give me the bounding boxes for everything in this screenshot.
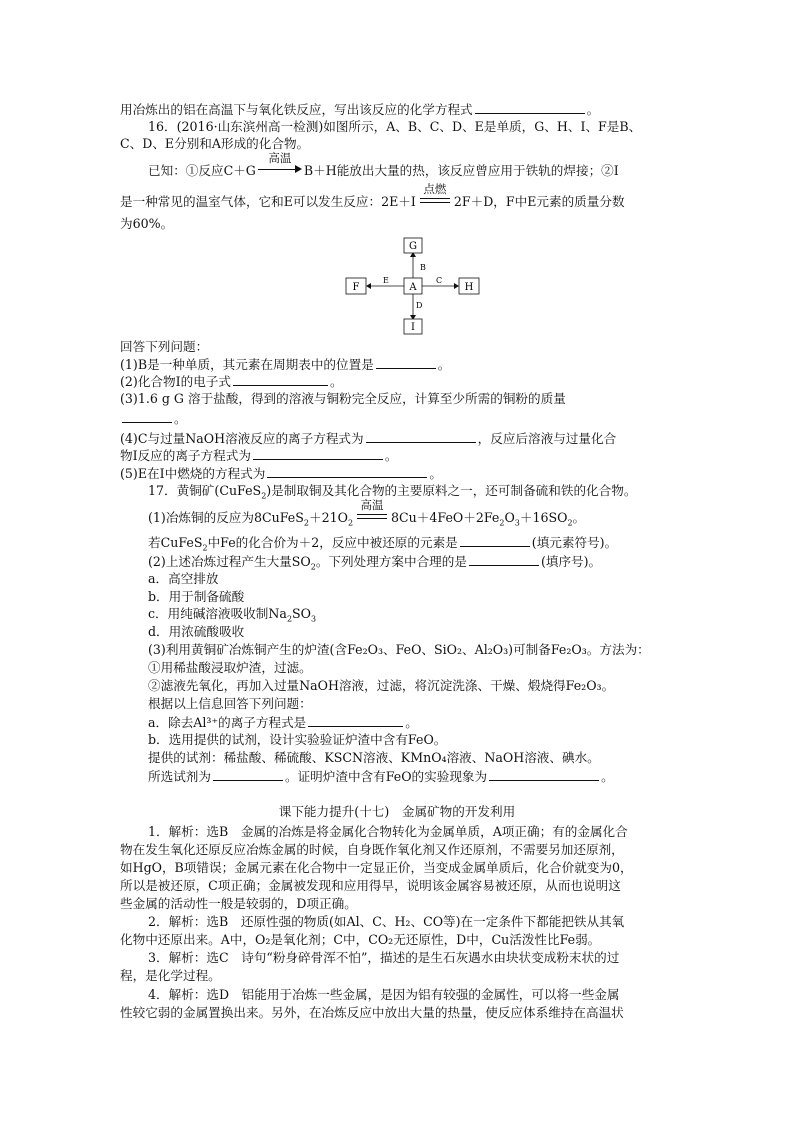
label-c: C <box>436 276 443 285</box>
answer-blank <box>475 101 585 114</box>
answer-blank <box>460 534 530 547</box>
sub-question-3: (3)利用黄铜矿冶炼铜产生的炉渣(含Fe₂O₃、FeO、SiO₂、Al₂O₃)可制备Fe₂O₃。方法为： <box>148 642 650 657</box>
text-line: 所选试剂为 。证明炉渣中含有FeO的实验现象为 。 <box>148 769 614 784</box>
text-line: 物在发生氧化还原反应冶炼金属的时候，自身既作氧化剂又作还原剂，不需要另加还原剂， <box>120 842 624 857</box>
text-line: 是一种常见的温室气体，它和E可以发生反应：2E＋I 点燃 2F＋D，F中E元素的质量分数 <box>120 182 625 209</box>
question-17: 17．黄铜矿(CuFeS$_2$)是制取铜及其化合物的主要原料之一，还可制备硫和铁的化合物。 <box>148 483 637 501</box>
reaction-equals: 高温 <box>357 510 387 522</box>
known-conditions: 已知：①反应C＋G 高温 B＋H能放出大量的热，该反应曾应用于铁轨的焊接；②I <box>148 151 619 178</box>
answer-blank <box>469 553 539 566</box>
question-16: 16．(2016·山东滨州高一检测)如图所示，A、B、C、D、E是单质，G、H、I、F是B、 <box>148 119 642 134</box>
answer-blank <box>267 465 427 478</box>
sub-question-1: (1)B是一种单质，其元素在周期表中的位置是 。 <box>120 357 451 372</box>
label-d: D <box>416 301 423 310</box>
solution-3: 3．解析：选C 诗句“粉身碎骨浑不怕”，描述的是生石灰遇水由块状变成粉末状的过 <box>148 950 620 965</box>
solution-2: 2．解析：选B 还原性强的物质(如Al、C、H₂、CO等)在一定条件下都能把铁从其氧 <box>148 914 625 929</box>
sub-question-4: (4)C与过量NaOH溶液反应的离子方程式为 ，反应后溶液与过量化合 <box>120 431 617 446</box>
diagram-arrow-up <box>410 252 416 278</box>
reaction-equals: 点燃 <box>420 194 450 206</box>
sub-question-5: (5)E在I中燃烧的方程式为 。 <box>120 466 442 481</box>
text-line: 些金属的活动性一般是较弱的，D项正确。 <box>120 896 357 911</box>
text-line: 用冶炼出的铝在高温下与氧化铁反应，写出该反应的化学方程式 。 <box>120 102 600 117</box>
answer-blank <box>366 430 476 443</box>
answer-blank <box>122 410 172 423</box>
node-i: I <box>411 322 415 333</box>
sub-item-a: a．除去Al³⁺的离子方程式是 。 <box>148 715 418 730</box>
text-line: 若CuFeS$_2$中Fe的化合价为＋2，反应中被还原的元素是 (填元素符号)。 <box>148 535 618 553</box>
text-line: (2)上述冶炼过程产生大量$SO_2$。下列处理方案中合理的是 (填序号)。 <box>148 554 602 572</box>
text-line: 。 <box>120 410 187 427</box>
text-line: 所以是被还原，C项正确；金属被发现和应用得早，说明该金属容易被还原，从而也说明这 <box>120 878 621 893</box>
node-a: A <box>409 282 417 293</box>
answer-blank <box>253 447 383 460</box>
text-line: 为60%。 <box>120 216 174 231</box>
section-title: 课下能力提升(十七) 金属矿物的开发利用 <box>278 804 516 819</box>
sub-question-3: (3)1.6 g G 溶于盐酸，得到的溶液与铜粉完全反应，计算至少所需的铜粉的质量 <box>120 391 566 406</box>
text-line: 回答下列问题： <box>120 339 209 354</box>
option-b: b．用于制备硫酸 <box>148 589 245 604</box>
answer-blank <box>376 356 436 369</box>
text-line: 物I反应的离子方程式为 。 <box>120 448 398 463</box>
text-line: 根据以上信息回答下列问题： <box>148 696 312 711</box>
text-line: 如HgO，B项错误；金属元素在化合物中一定显正价，当变成金属单质后，化合价就变为0， <box>120 860 633 875</box>
answer-blank <box>489 768 599 781</box>
sub-question-2: (2)化合物I的电子式 。 <box>120 374 343 389</box>
text-line: 化物中还原出来。A中，O₂是氧化剂；C中，CO₂无还原性，D中，Cu活泼性比Fe弱。 <box>120 932 601 947</box>
option-d: d．用浓硫酸吸收 <box>148 624 245 639</box>
solution-1: 1．解析：选B 金属的冶炼是将金属化合物转化为金属单质，A项正确；有的金属化合 <box>148 824 628 839</box>
node-h: H <box>464 282 474 293</box>
reaction-equation: (1)冶炼铜的反应为$8CuFeS_2+21O_2$ 高温 $8Cu+4FeO+2Fe_2O_3+16SO_2$。 <box>148 498 586 528</box>
answer-blank <box>233 373 328 386</box>
step-2: ②滤液先氧化，再加入过量NaOH溶液，过滤，将沉淀洗涤、干燥、煅烧得Fe₂O₃。 <box>148 678 615 693</box>
solution-4: 4．解析：选D 铝能用于冶炼一些金属，是因为铝有较强的金属性，可以将一些金属 <box>148 987 620 1002</box>
node-g: G <box>409 241 417 252</box>
text-line: 程，是化学过程。 <box>120 968 221 983</box>
answer-blank <box>213 768 283 781</box>
label-b: B <box>420 263 426 272</box>
reaction-arrow: 高温 <box>258 163 302 175</box>
reaction-diagram <box>338 236 488 336</box>
reagents-list: 提供的试剂：稀盐酸、稀硫酸、KSCN溶液、KMnO₄溶液、NaOH溶液、碘水。 <box>148 750 600 765</box>
option-c: c．用纯碱溶液吸收制$Na_2SO_3$ <box>148 606 317 624</box>
node-f: F <box>352 282 360 293</box>
answer-blank <box>308 714 403 727</box>
step-1: ①用稀盐酸浸取炉渣，过滤。 <box>148 660 312 675</box>
label-e: E <box>383 276 389 285</box>
option-a: a．高空排放 <box>148 571 219 586</box>
sub-item-b: b．选用提供的试剂，设计实验验证炉渣中含有FeO。 <box>148 732 447 747</box>
text-line: 性较它弱的金属置换出来。另外，在冶炼反应中放出大量的热量，使反应体系维持在高温状 <box>120 1005 624 1020</box>
text-line: C、D、E分别和A形成的化合物。 <box>120 136 310 151</box>
